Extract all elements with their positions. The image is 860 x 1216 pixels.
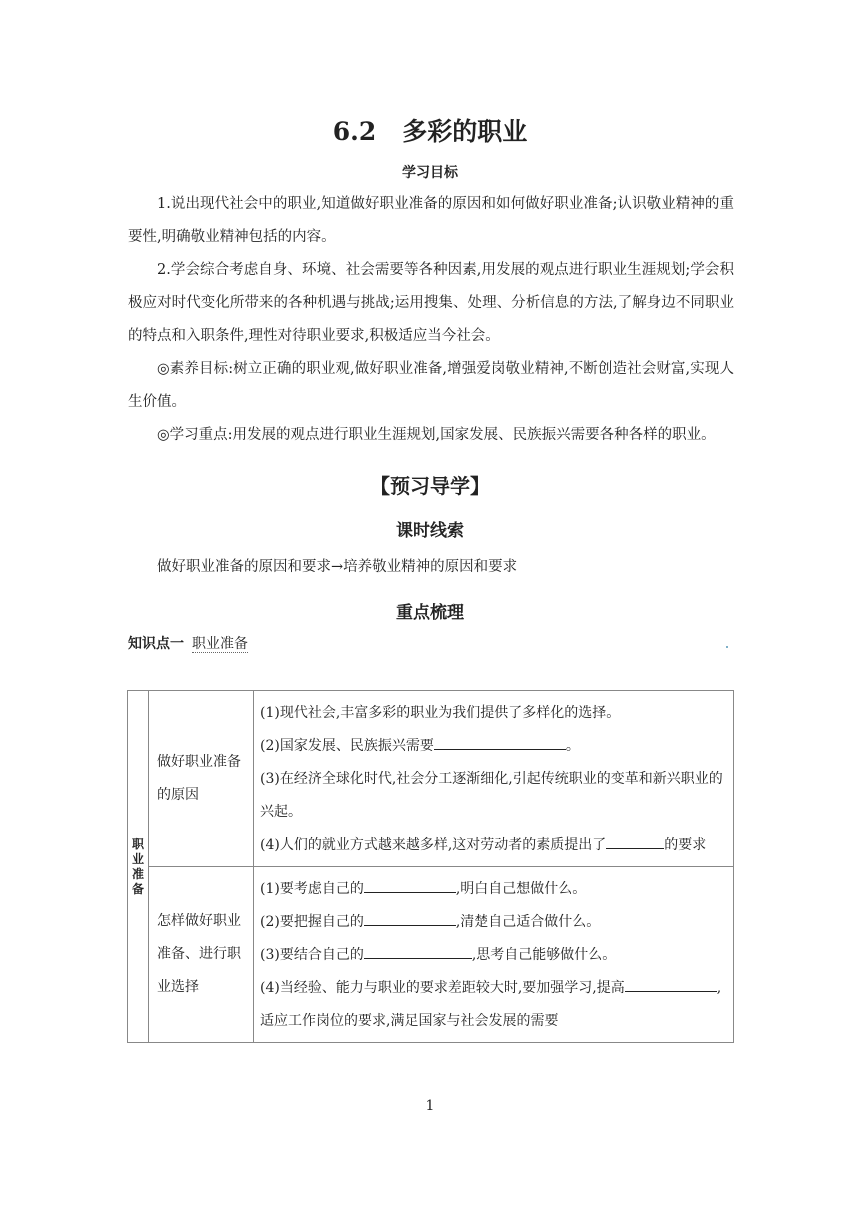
key-points-heading: 重点梳理	[396, 603, 464, 623]
category-cell	[149, 691, 254, 867]
side-label: 职业准备	[132, 836, 145, 896]
category-label: 怎样做好职业准备、进行职业选择	[157, 913, 241, 995]
fill-blank[interactable]	[364, 878, 456, 893]
side-label-cell	[128, 691, 149, 1043]
category-label: 做好职业准备的原因	[157, 753, 241, 803]
objective-paragraph-2: 2.学会综合考虑自身、环境、社会需要等各种因素,用发展的观点进行职业生涯规划;学会积极应对时代变化所带来的各种机遇与挑战;运用搜集、处理、分析信息的方法,了解身边不同职业的特点和入职条件,理性对待职业要求,积极适应当今社会。	[128, 262, 734, 344]
fill-blank[interactable]	[606, 834, 664, 849]
objective-paragraph-1: 1.说出现代社会中的职业,知道做好职业准备的原因和如何做好职业准备;认识敬业精神的重要性,明确敬业精神包括的内容。	[128, 196, 734, 245]
fill-blank[interactable]	[434, 735, 566, 750]
list-item	[260, 730, 727, 763]
clue-heading: 课时线索	[396, 521, 464, 541]
list-item	[260, 906, 727, 939]
list-item	[260, 972, 727, 1038]
item-text: (1)现代社会,丰富多彩的职业为我们提供了多样化的选择。	[260, 705, 621, 721]
table-row	[128, 867, 734, 1043]
list-item	[260, 697, 727, 730]
fill-blank[interactable]	[364, 911, 456, 926]
fill-blank[interactable]	[625, 977, 717, 992]
table-row	[128, 691, 734, 867]
item-text: (2)国家发展、民族振兴需要	[260, 738, 434, 754]
item-text: (4)当经验、能力与职业的要求差距较大时,要加强学习,提高	[260, 980, 625, 996]
preview-heading: 【预习导学】	[370, 474, 490, 498]
section-number: 6.2	[332, 117, 377, 146]
list-item	[260, 873, 727, 906]
item-text: (2)要把握自己的	[260, 914, 364, 930]
item-text: (3)要结合自己的	[260, 947, 364, 963]
list-item	[260, 763, 727, 829]
item-text: (1)要考虑自己的	[260, 881, 364, 897]
page-number: 1	[425, 1098, 435, 1114]
item-text: (4)人们的就业方式越来越多样,这对劳动者的素质提出了	[260, 837, 607, 853]
list-item	[260, 939, 727, 972]
fill-blank[interactable]	[364, 944, 472, 959]
item-text: ,思考自己能够做什么。	[471, 947, 617, 963]
knowledge-point	[128, 633, 248, 653]
decorative-dot	[726, 646, 728, 648]
content-cell	[254, 867, 734, 1043]
category-cell	[149, 867, 254, 1043]
item-text: ,明白自己想做什么。	[455, 881, 587, 897]
item-text: (3)在经济全球化时代,社会分工逐渐细化,引起传统职业的变革和新兴职业的兴起。	[260, 771, 723, 820]
item-text: ,清楚自己适合做什么。	[455, 914, 601, 930]
knowledge-point-label: 知识点一	[128, 636, 184, 652]
content-cell	[254, 691, 734, 867]
key-focus-paragraph: ◎学习重点:用发展的观点进行职业生涯规划,国家发展、民族振兴需要各种各样的职业。	[157, 427, 716, 443]
item-text: ,适应工作岗位的要求,满足国家与社会发展的需要	[260, 980, 722, 1029]
list-item	[260, 829, 727, 862]
clue-text: 做好职业准备的原因和要求→培养敬业精神的原因和要求	[157, 559, 518, 575]
objectives-heading: 学习目标	[402, 165, 458, 181]
literacy-goal-paragraph: ◎素养目标:树立正确的职业观,做好职业准备,增强爱岗敬业精神,不断创造社会财富,实现人生价值。	[128, 361, 734, 410]
item-text: 。	[565, 738, 580, 754]
knowledge-point-value: 职业准备	[192, 636, 248, 652]
section-title: 多彩的职业	[402, 117, 528, 146]
item-text: 的要求	[664, 837, 707, 853]
knowledge-table	[127, 690, 734, 1043]
page-title	[0, 112, 860, 148]
